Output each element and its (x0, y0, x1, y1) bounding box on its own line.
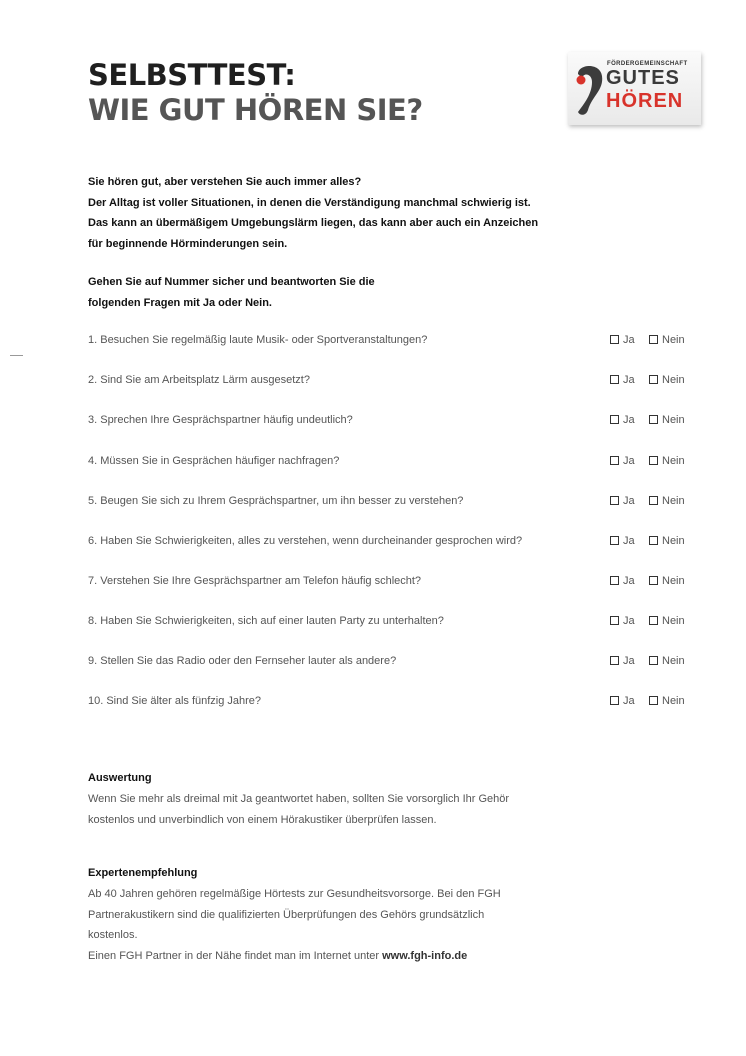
intro-line: Der Alltag ist voller Situationen, in denen die Verständigung manchmal schwierig ist. (88, 196, 531, 209)
answer-yes-checkbox[interactable] (610, 495, 635, 507)
answer-yes-label: Ja (623, 575, 635, 587)
answer-yes-label: Ja (623, 455, 635, 467)
checkbox-icon (610, 616, 619, 625)
answer-no-checkbox[interactable] (649, 414, 685, 426)
answer-no-label: Nein (662, 575, 685, 587)
answer-yes-checkbox[interactable] (610, 695, 635, 707)
ear-icon (572, 60, 606, 118)
answer-yes-label: Ja (623, 615, 635, 627)
answer-yes-label: Ja (623, 495, 635, 507)
checkbox-icon (610, 576, 619, 585)
checkbox-icon (610, 375, 619, 384)
answer-no-label: Nein (662, 374, 685, 386)
answer-yes-label: Ja (623, 655, 635, 667)
expert-line: kostenlos. (88, 929, 138, 941)
question-text: 4. Müssen Sie in Gesprächen häufiger nachfragen? (88, 455, 340, 467)
question-7 (88, 572, 693, 592)
answer-no-checkbox[interactable] (649, 615, 685, 627)
answer-no-label: Nein (662, 695, 685, 707)
answer-yes-label: Ja (623, 535, 635, 547)
checkbox-icon (610, 415, 619, 424)
answer-no-label: Nein (662, 535, 685, 547)
checkbox-icon (610, 696, 619, 705)
answer-yes-checkbox[interactable] (610, 374, 635, 386)
question-text: 1. Besuchen Sie regelmäßig laute Musik- oder Sportveranstaltungen? (88, 334, 428, 346)
answer-yes-label: Ja (623, 695, 635, 707)
evaluation-line: kostenlos und unverbindlich von einem Hörakustiker überprüfen lassen. (88, 813, 437, 826)
answer-yes-checkbox[interactable] (610, 535, 635, 547)
checkbox-icon (610, 496, 619, 505)
question-10 (88, 692, 693, 712)
answer-no-checkbox[interactable] (649, 655, 685, 667)
logo-word-hoeren: HÖREN (606, 90, 684, 112)
question-text: 9. Stellen Sie das Radio oder den Fernseher lauter als andere? (88, 655, 397, 667)
answer-yes-checkbox[interactable] (610, 455, 635, 467)
checkbox-icon (610, 656, 619, 665)
page-title (88, 58, 423, 128)
answer-no-checkbox[interactable] (649, 374, 685, 386)
answer-yes-checkbox[interactable] (610, 655, 635, 667)
answer-no-label: Nein (662, 334, 685, 346)
logo-word-gutes: GUTES (606, 67, 680, 89)
checkbox-icon (610, 335, 619, 344)
answer-yes-label: Ja (623, 334, 635, 346)
checkbox-icon (649, 536, 658, 545)
checkbox-icon (649, 415, 658, 424)
expert-link-prefix: Einen FGH Partner in der Nähe findet man im Internet unter (88, 949, 383, 962)
evaluation-heading: Auswertung (88, 772, 152, 784)
logo-small-text: FÖRDERGEMEINSCHAFT (607, 61, 688, 67)
question-1 (88, 331, 693, 351)
question-3 (88, 411, 693, 431)
fold-mark (10, 355, 23, 356)
checkbox-icon (649, 496, 658, 505)
checkbox-icon (649, 335, 658, 344)
fgh-logo (568, 52, 701, 125)
question-text: 6. Haben Sie Schwierigkeiten, alles zu verstehen, wenn durcheinander gesprochen wird? (88, 535, 523, 547)
answer-no-checkbox[interactable] (649, 495, 685, 507)
question-5 (88, 492, 693, 512)
checkbox-icon (649, 375, 658, 384)
checkbox-icon (649, 456, 658, 465)
answer-no-checkbox[interactable] (649, 695, 685, 707)
question-text: 7. Verstehen Sie Ihre Gesprächspartner am Telefon häufig schlecht? (88, 575, 422, 587)
question-4 (88, 452, 693, 472)
answer-yes-label: Ja (623, 374, 635, 386)
expert-line: Partnerakustikern sind die qualifizierten Überprüfungen des Gehörs grundsätzlich (88, 908, 485, 921)
checkbox-icon (610, 536, 619, 545)
question-6 (88, 532, 693, 552)
intro-text (88, 172, 648, 254)
expert-line: Ab 40 Jahren gehören regelmäßige Hörtests zur Gesundheitsvorsorge. Bei den FGH (88, 888, 501, 900)
answer-no-checkbox[interactable] (649, 575, 685, 587)
answer-yes-label: Ja (623, 414, 635, 426)
intro-line: für beginnende Hörminderungen sein. (88, 237, 288, 250)
answer-no-checkbox[interactable] (649, 535, 685, 547)
answer-no-checkbox[interactable] (649, 334, 685, 346)
question-9 (88, 652, 693, 672)
evaluation-line: Wenn Sie mehr als dreimal mit Ja geantwortet haben, sollten Sie vorsorglich Ihr Gehör (88, 793, 510, 805)
answer-yes-checkbox[interactable] (610, 334, 635, 346)
answer-no-checkbox[interactable] (649, 455, 685, 467)
answer-yes-checkbox[interactable] (610, 414, 635, 426)
question-8 (88, 612, 693, 632)
instruction-line: Gehen Sie auf Nummer sicher und beantworten Sie die (88, 276, 375, 288)
expert-link-line (88, 946, 588, 967)
website-link[interactable]: www.fgh-info.de (382, 949, 468, 962)
evaluation-text (88, 789, 588, 830)
answer-no-label: Nein (662, 414, 685, 426)
question-text: 3. Sprechen Ihre Gesprächspartner häufig undeutlich? (88, 414, 353, 426)
question-text: 2. Sind Sie am Arbeitsplatz Lärm ausgesetzt? (88, 374, 310, 386)
question-text: 10. Sind Sie älter als fünfzig Jahre? (88, 695, 262, 707)
answer-no-label: Nein (662, 655, 685, 667)
expert-heading: Expertenempfehlung (88, 867, 198, 879)
title-line-1: SELBSTTEST: (88, 58, 296, 92)
answer-yes-checkbox[interactable] (610, 575, 635, 587)
checkbox-icon (649, 656, 658, 665)
checkbox-icon (649, 696, 658, 705)
answer-yes-checkbox[interactable] (610, 615, 635, 627)
instruction-line: folgenden Fragen mit Ja oder Nein. (88, 296, 272, 309)
instruction-text (88, 272, 648, 313)
expert-text (88, 884, 588, 966)
question-2 (88, 371, 693, 391)
checkbox-icon (649, 576, 658, 585)
intro-line: Das kann an übermäßigem Umgebungslärm liegen, das kann aber auch ein Anzeichen (88, 217, 539, 229)
question-text: 5. Beugen Sie sich zu Ihrem Gesprächspartner, um ihn besser zu verstehen? (88, 495, 464, 507)
question-text: 8. Haben Sie Schwierigkeiten, sich auf einer lauten Party zu unterhalten? (88, 615, 444, 627)
intro-line: Sie hören gut, aber verstehen Sie auch immer alles? (88, 176, 362, 188)
checkbox-icon (649, 616, 658, 625)
answer-no-label: Nein (662, 615, 685, 627)
answer-no-label: Nein (662, 495, 685, 507)
checkbox-icon (610, 456, 619, 465)
answer-no-label: Nein (662, 455, 685, 467)
title-line-2: WIE GUT HÖREN SIE? (88, 93, 423, 127)
